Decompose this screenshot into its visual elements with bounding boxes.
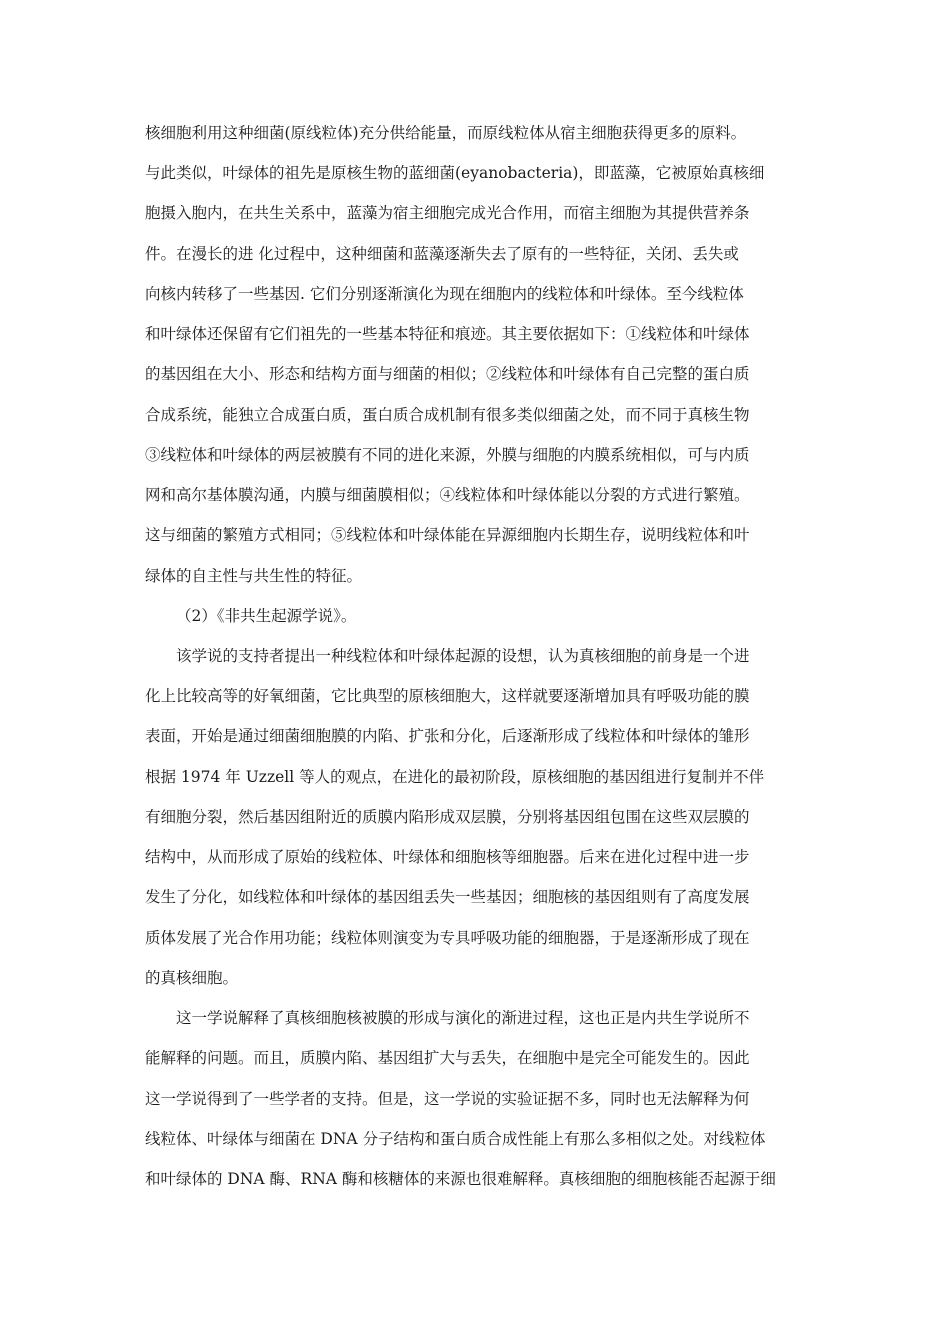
paragraph-line: 合成系统，能独立合成蛋白质，蛋白质合成机制有很多类似细菌之处，而不同于真核生物 [145, 406, 750, 424]
paragraph-line: 向核内转移了一些基因. 它们分别逐渐演化为现在细胞内的线粒体和叶绿体。至今线粒体 [145, 285, 744, 303]
paragraph-line: 网和高尔基体膜沟通，内膜与细菌膜相似；④线粒体和叶绿体能以分裂的方式进行繁殖。 [145, 486, 750, 504]
paragraph-line: 发生了分化，如线粒体和叶绿体的基因组丢失一些基因；细胞核的基因组则有了高度发展 [145, 888, 750, 906]
paragraph-line: 结构中，从而形成了原始的线粒体、叶绿体和细胞核等细胞器。后来在进化过程中进一步 [145, 848, 750, 866]
paragraph-line: 胞摄入胞内，在共生关系中，蓝藻为宿主细胞完成光合作用，而宿主细胞为其提供营养条 [145, 204, 750, 222]
paragraph-line: 与此类似，叶绿体的祖先是原核生物的蓝细菌(eyanobacteria)，即蓝藻，它被原始真核细 [145, 164, 765, 182]
paragraph-line: 和叶绿体还保留有它们祖先的一些基本特征和痕迹。其主要依据如下：①线粒体和叶绿体 [145, 325, 750, 343]
paragraph-line: 质体发展了光合作用功能；线粒体则演变为专具呼吸功能的细胞器，于是逐渐形成了现在 [145, 929, 750, 947]
section-heading: （2）《非共生起源学说》。 [176, 607, 357, 625]
paragraph-line: 化上比较高等的好氧细菌，它比典型的原核细胞大，这样就要逐渐增加具有呼吸功能的膜 [145, 687, 750, 705]
paragraph-line: 和叶绿体的 DNA 酶、RNA 酶和核糖体的来源也很难解释。真核细胞的细胞核能否起源于细 [145, 1170, 776, 1188]
paragraph-line: 件。在漫长的进 化过程中，这种细菌和蓝藻逐渐失去了原有的一些特征，关闭、丢失或 [145, 245, 739, 263]
paragraph-line: 能解释的问题。而且，质膜内陷、基因组扩大与丢失，在细胞中是完全可能发生的。因此 [145, 1049, 750, 1067]
paragraph-line: 该学说的支持者提出一种线粒体和叶绿体起源的设想，认为真核细胞的前身是一个进 [176, 647, 750, 665]
paragraph-line: 绿体的自主性与共生性的特征。 [145, 567, 363, 585]
paragraph-line: 有细胞分裂，然后基因组附近的质膜内陷形成双层膜，分别将基因组包围在这些双层膜的 [145, 808, 750, 826]
paragraph-line: 的真核细胞。 [145, 969, 239, 987]
paragraph-line: 线粒体、叶绿体与细菌在 DNA 分子结构和蛋白质合成性能上有那么多相似之处。对线粒体 [145, 1130, 766, 1148]
paragraph-line: 这一学说解释了真核细胞核被膜的形成与演化的渐进过程，这也正是内共生学说所不 [176, 1009, 750, 1027]
paragraph-line: 根据 1974 年 Uzzell 等人的观点，在进化的最初阶段，原核细胞的基因组进行复制并不伴 [145, 768, 765, 786]
paragraph-line: 表面，开始是通过细菌细胞膜的内陷、扩张和分化，后逐渐形成了线粒体和叶绿体的雏形 [145, 727, 750, 745]
paragraph-line: ③线粒体和叶绿体的两层被膜有不同的进化来源，外膜与细胞的内膜系统相似，可与内质 [145, 446, 750, 464]
paragraph-line: 核细胞利用这种细菌(原线粒体)充分供给能量，而原线粒体从宿主细胞获得更多的原料。 [145, 124, 747, 142]
paragraph-line: 这与细菌的繁殖方式相同；⑤线粒体和叶绿体能在异源细胞内长期生存，说明线粒体和叶 [145, 526, 750, 544]
paragraph-line: 的基因组在大小、形态和结构方面与细菌的相似；②线粒体和叶绿体有自己完整的蛋白质 [145, 365, 750, 383]
paragraph-line: 这一学说得到了一些学者的支持。但是，这一学说的实验证据不多，同时也无法解释为何 [145, 1090, 750, 1108]
